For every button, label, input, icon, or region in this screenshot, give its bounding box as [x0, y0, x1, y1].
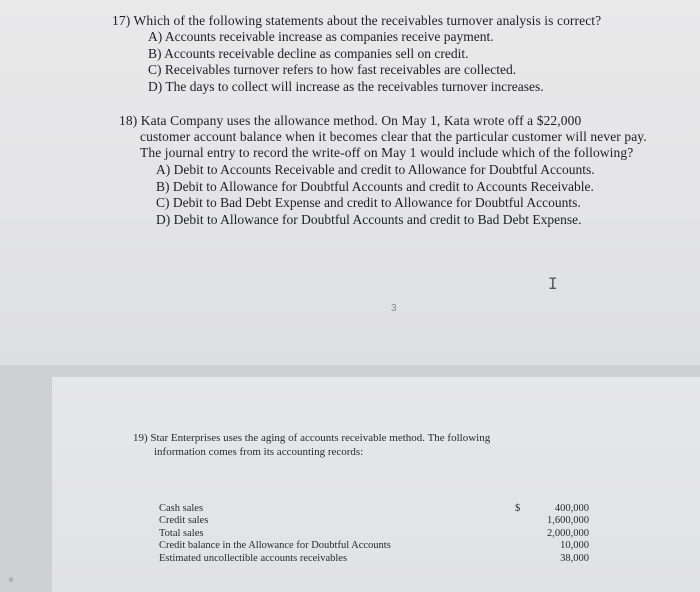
question-17-stem: 17) Which of the following statements about the receivables turnover analysis is correct? [112, 13, 602, 28]
page-number: 3 [391, 303, 397, 314]
question-18-option-a[interactable]: A) Debit to Accounts Receivable and credit to Allowance for Doubtful Accounts. [156, 162, 595, 177]
row-label: Credit balance in the Allowance for Doubtful Accounts [159, 540, 391, 552]
question-18-options [156, 162, 659, 228]
row-value: 400,000 [554, 503, 589, 514]
question-18-option-c[interactable]: C) Debit to Bad Debt Expense and credit to Allowance for Doubtful Accounts. [156, 195, 581, 210]
row-value: 1,600,000 [547, 515, 589, 527]
table-row [159, 515, 589, 527]
question-17 [112, 13, 672, 95]
text-cursor-icon: I [548, 274, 558, 293]
question-18-option-d[interactable]: D) Debit to Allowance for Doubtful Accounts and credit to Bad Debt Expense. [156, 211, 582, 227]
row-value: 38,000 [560, 552, 589, 564]
question-19 [133, 431, 633, 459]
question-17-option-d[interactable]: D) The days to collect will increase as the receivables turnover increases. [148, 78, 544, 94]
question-17-option-a[interactable]: A) Accounts receivable increase as companies receive payment. [148, 29, 494, 44]
row-value: 2,000,000 [547, 527, 589, 539]
question-18-stem-first: 18) Kata Company uses the allowance method. On May 1, Kata wrote off a $22,000 [119, 113, 582, 128]
question-17-option-b[interactable]: B) Accounts receivable decline as companies sell on credit. [148, 45, 469, 61]
question-18-stem-rest: customer account balance when it becomes clear that the particular customer will never pay. The journal entry to record the write-off on May 1 would include which of the following? [140, 129, 647, 160]
row-label: Total sales [159, 527, 204, 539]
margin-mark: e [9, 575, 14, 584]
question-19-stem-rest: information comes from its accounting records: [154, 446, 364, 458]
question-18-stem [119, 113, 659, 161]
table-row [159, 503, 589, 515]
row-label: Estimated uncollectible accounts receivables [159, 552, 348, 564]
row-label: Cash sales [159, 503, 204, 514]
question-19-table [159, 503, 589, 565]
row-value: 10,000 [560, 540, 589, 552]
question-17-option-c[interactable]: C) Receivables turnover refers to how fast receivables are collected. [148, 62, 517, 77]
table-row [159, 540, 589, 552]
question-19-stem [133, 431, 633, 459]
table-row [159, 553, 589, 565]
question-19-stem-first: 19) Star Enterprises uses the aging of accounts receivable method. The following [133, 432, 491, 444]
table-row [159, 528, 589, 540]
row-label: Credit sales [159, 515, 209, 527]
question-18 [119, 113, 659, 228]
row-currency: $ [515, 503, 521, 514]
question-17-options [148, 29, 672, 95]
question-18-option-b[interactable]: B) Debit to Allowance for Doubtful Accounts and credit to Accounts Receivable. [156, 178, 594, 194]
